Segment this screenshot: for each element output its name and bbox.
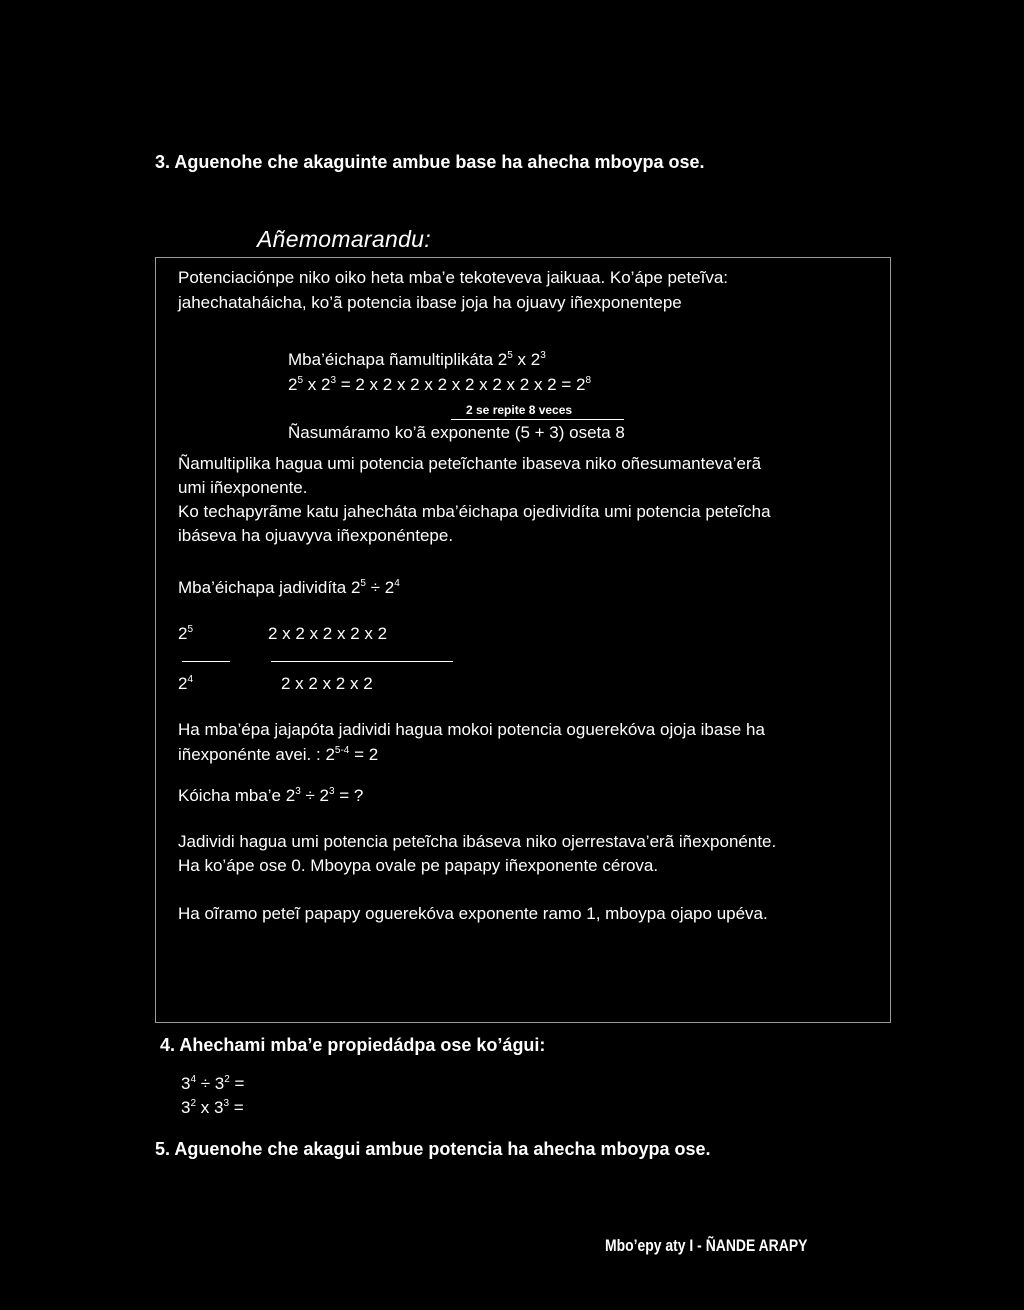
repeat-underline [451, 419, 624, 420]
info-box-title: Añemomarandu: [257, 226, 431, 252]
exercise-multiplication: $3^2$ x $3^3$ = [181, 1098, 244, 1117]
zero-exponent-rule-line-2: Ha ko’ápe ose 0. Mboypa ovale pe papapy iñexponente cérova. [178, 856, 659, 875]
info-box-title-wrap [255, 226, 437, 253]
exponent-sum-line: Ñasumáramo ko’ã exponente (5 + 3) oseta 8 [288, 423, 625, 442]
zero-exponent-rule-line-1: Jadividi hagua umi potencia peteĩcha ibáseva niko ojerrestava’erã iñexponénte. [178, 832, 777, 851]
repeat-note: 2 se repite 8 veces [466, 403, 573, 417]
exercise-division: $3^4 \div 3^2$ = [181, 1074, 245, 1093]
multiplication-expansion: $2^5$ x $2^3 = 2$ x 2 x 2 x 2 x 2 x 2 x 2 x $2 = 2^8$ [288, 375, 592, 394]
page-footer: Mbo’epy aty I - ÑANDE ARAPY [605, 1236, 808, 1255]
fraction-numerator-power: $2^5$ [178, 624, 194, 643]
fraction-denominator-expansion: 2 x 2 x 2 x 2 [281, 674, 373, 693]
division-intro-line-1: Ko techapyrãme katu jahecháta mba’éichapa ojedividíta umi potencia peteĩcha [178, 502, 771, 521]
one-exponent-line: Ha oĩramo peteĩ papapy oguerekóva exponente ramo 1, mboypa ojapo upéva. [178, 904, 768, 923]
question-4-heading: 4. Ahechami mba’e propiedádpa ose ko’águi: [160, 1035, 546, 1055]
division-conclusion-line-2: iñexponénte avei. : $2^{5-4} = 2$ [178, 745, 379, 764]
question-3-heading: 3. Aguenohe che akaguinte ambue base ha ahecha mboypa ose. [155, 152, 705, 172]
zero-exponent-question: Kóicha mba’e $2^3 \div 2^3$ = ? [178, 786, 364, 805]
fraction-denominator-power: $2^4$ [178, 674, 194, 693]
fraction-numerator-expansion: 2 x 2 x 2 x 2 x 2 [268, 624, 388, 643]
division-intro-line-2: ibáseva ha ojuavyva iñexponéntepe. [178, 526, 454, 545]
division-conclusion-line-1: Ha mba’épa jajapóta jadividi hagua mokoi potencia oguerekóva ojoja ibase ha [178, 720, 765, 739]
intro-line-1: Potenciaciónpe niko oiko heta mba’e tekoteveva jaikuaa. Ko’ápe peteĩva: [178, 268, 729, 287]
intro-line-2: jahechataháicha, ko’ã potencia ibase joja ha ojuavy iñexponentepe [178, 293, 682, 312]
division-example-label: Mba’éichapa jadividíta $2^5 \div 2^4$ [178, 578, 400, 597]
multiplication-example-label: Mba’éichapa ñamultiplikáta $2^5$ x $2^3$ [288, 350, 546, 369]
fraction-bar-right [271, 661, 453, 662]
question-5-heading: 5. Aguenohe che akagui ambue potencia ha ahecha mboypa ose. [155, 1139, 711, 1159]
multiplication-rule-line-2: umi iñexponente. [178, 478, 308, 497]
multiplication-rule-line-1: Ñamultiplika hagua umi potencia peteĩchante ibaseva niko oñesumanteva’erã [178, 454, 762, 473]
fraction-bar-left [182, 661, 230, 662]
